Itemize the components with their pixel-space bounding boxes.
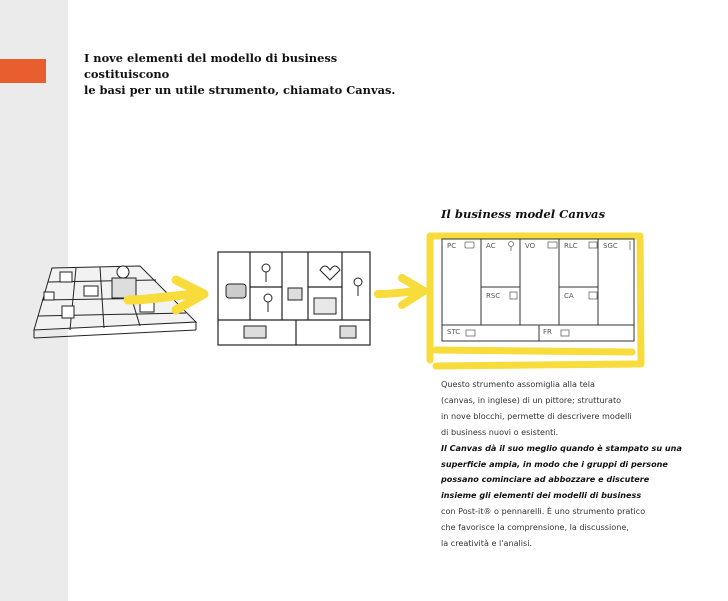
block-label-pc: PC: [447, 242, 457, 250]
block-label-vo: VO: [525, 242, 536, 250]
canvas-title: Il business model Canvas: [441, 207, 606, 221]
body-line: Questo strumento assomiglia alla tela: [441, 379, 595, 389]
perspective-canvas-sketch: [34, 266, 196, 338]
body-line: (canvas, in inglese) di un pittore; strutturato: [441, 394, 622, 405]
block-label-ca: CA: [564, 292, 574, 300]
business-model-canvas-grid: [442, 239, 634, 341]
body-line-emphasis: superficie ampia, in modo che i gruppi di persone: [441, 458, 668, 469]
yellow-arrow-2: [378, 278, 424, 305]
body-line-emphasis: insieme gli elementi dei modelli di business: [441, 490, 642, 501]
body-line: con Post-it® o pennarelli. È uno strumento pratico: [441, 506, 646, 517]
canvas-block-icons: [465, 241, 630, 336]
body-line: la creatività e l'analisi.: [441, 538, 533, 549]
body-line: in nove blocchi, permette di descrivere modelli: [441, 410, 632, 421]
yellow-highlight-frame: [430, 236, 641, 366]
body-text: [441, 377, 726, 552]
body-line: di business nuovi o esistenti.: [441, 426, 559, 437]
header-line-1: I nove elementi del modello di business costituiscono: [84, 51, 338, 81]
body-line-emphasis: possano cominciare ad abbozzare e discutere: [441, 474, 650, 485]
block-label-rsc: RSC: [486, 292, 501, 300]
block-label-rlc: RLC: [564, 242, 578, 250]
block-label-fr: FR: [543, 328, 552, 336]
header-line-2: le basi per un utile strumento, chiamato Canvas.: [84, 83, 396, 97]
body-line: che favorisce la comprensione, la discussione,: [441, 522, 629, 533]
block-label-stc: STC: [447, 328, 461, 336]
body-line-emphasis: Il Canvas dà il suo meglio quando è stampato su una: [441, 442, 682, 453]
block-label-ac: AC: [486, 242, 496, 250]
block-label-sgc: SGC: [603, 242, 618, 250]
